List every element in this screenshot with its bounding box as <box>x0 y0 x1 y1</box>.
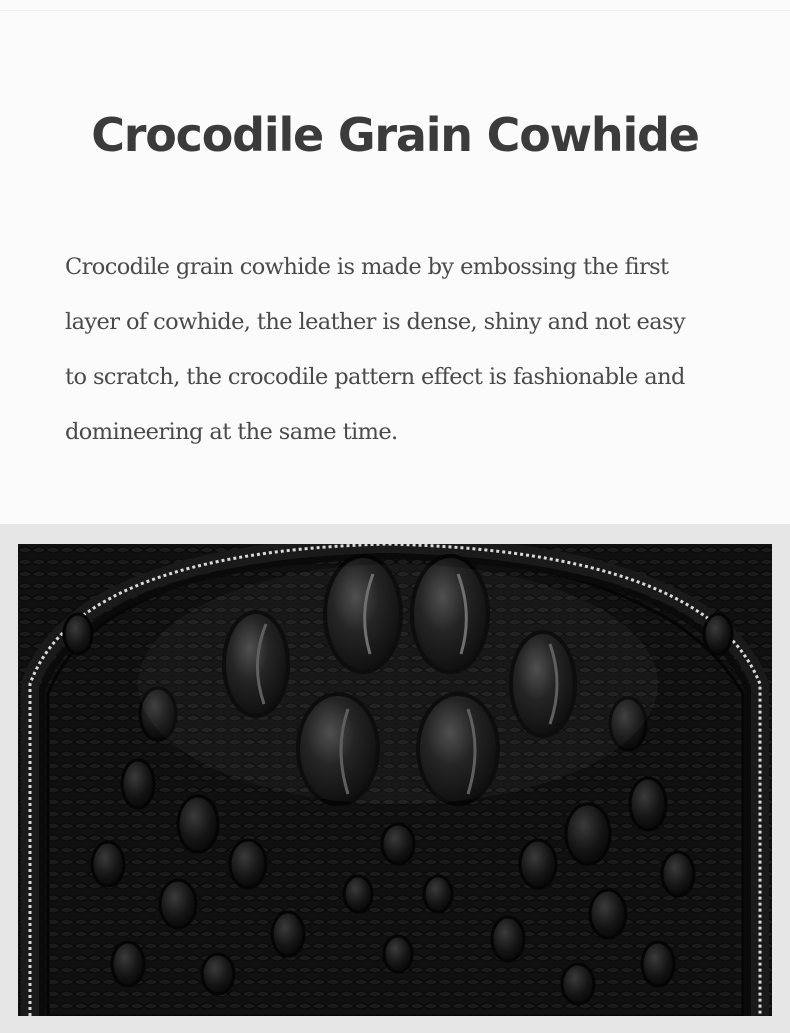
description-line: Crocodile grain cowhide is made by embossing the first <box>65 254 669 280</box>
page-title: Crocodile Grain Cowhide <box>91 108 699 162</box>
description-line: domineering at the same time. <box>65 419 398 445</box>
top-divider <box>0 10 790 11</box>
crocodile-leather-photo <box>18 544 772 1016</box>
description-line: layer of cowhide, the leather is dense, shiny and not easy <box>65 309 686 335</box>
description-line: to scratch, the crocodile pattern effect is fashionable and <box>65 364 685 390</box>
product-description <box>65 240 740 460</box>
